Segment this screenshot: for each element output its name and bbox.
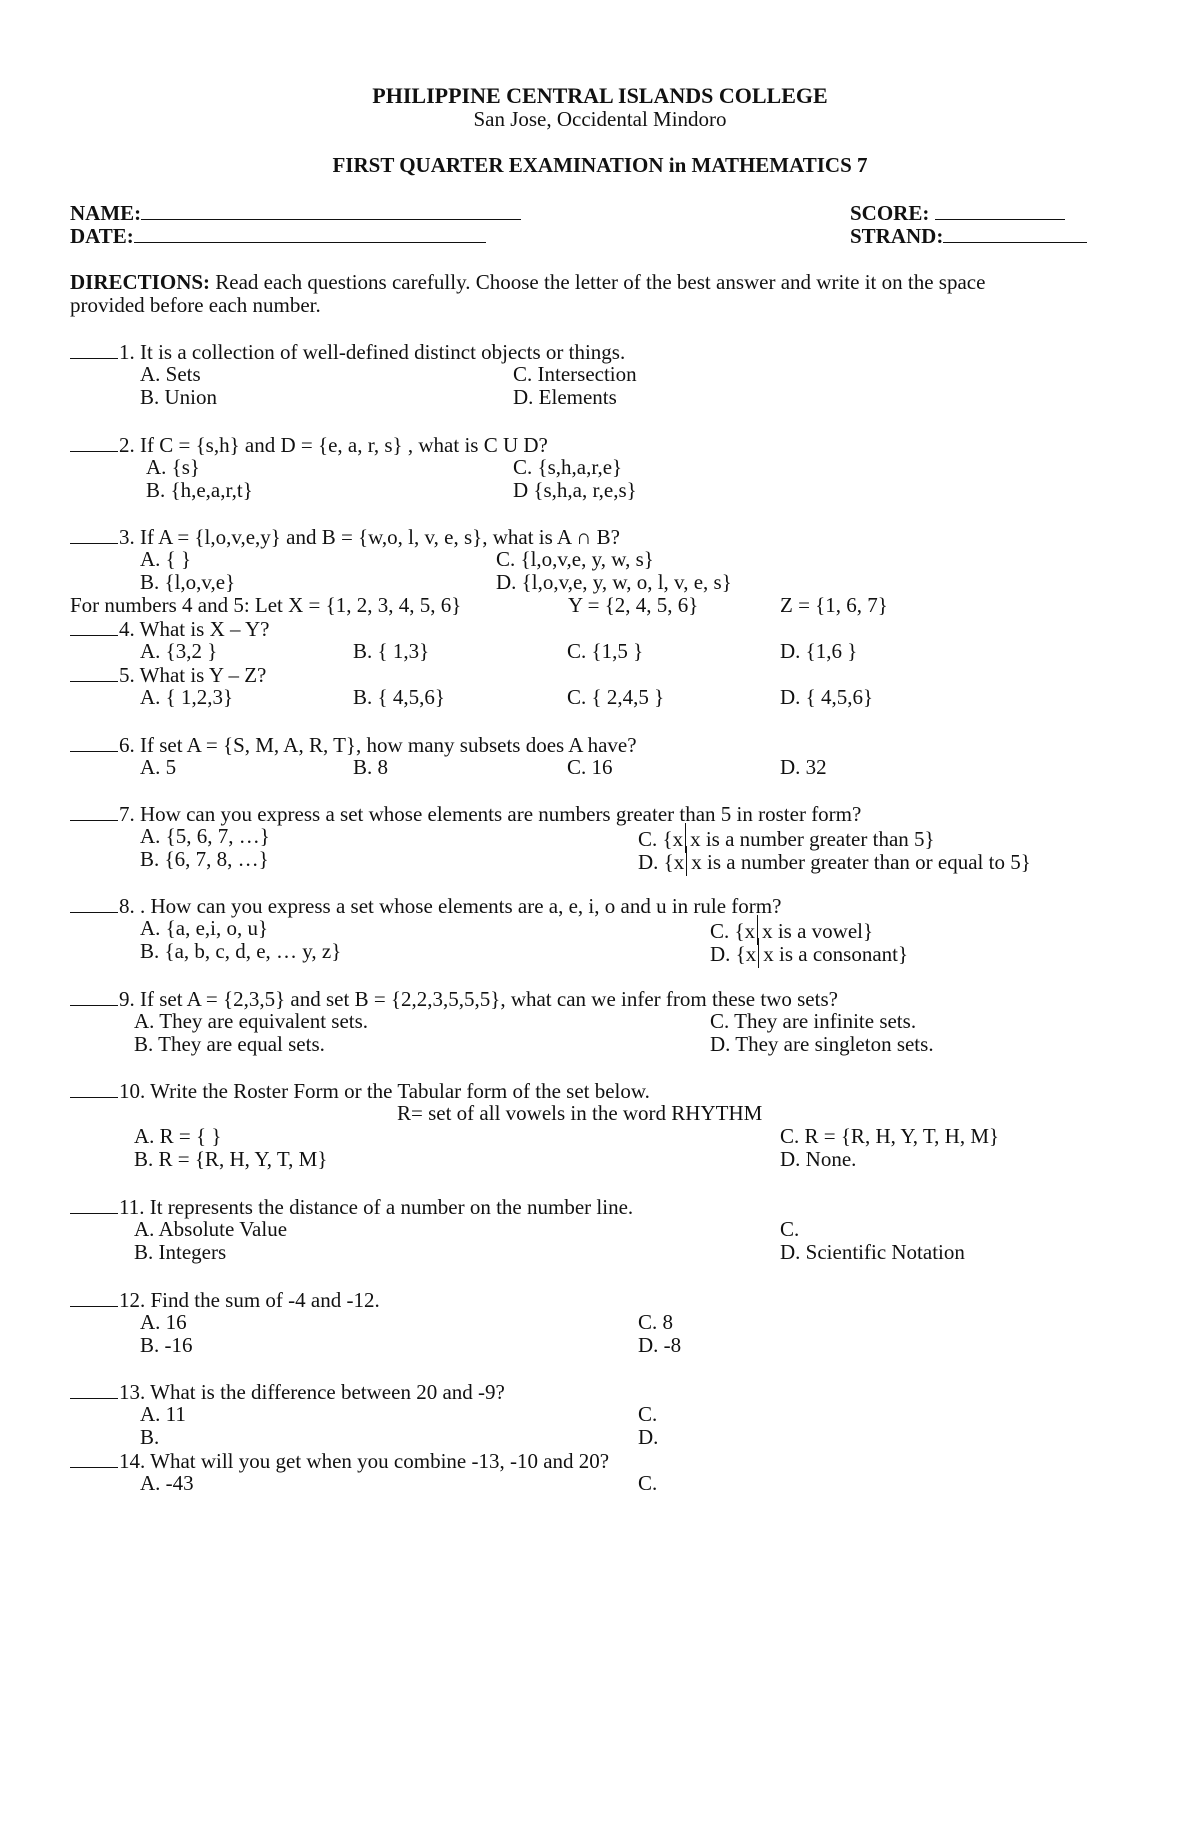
question-10-text: 10. Write the Roster Form or the Tabular form of the set below. [119,1079,650,1103]
such-that-bar [758,938,759,968]
option: A. {s} [146,455,200,479]
option: A. -43 [140,1471,194,1495]
question-2-text: 2. If C = {s,h} and D = {e, a, r, s} , what is C U D? [119,433,548,457]
option-rule: x is a number greater than 5} [690,827,935,851]
answer-blank[interactable] [70,1447,118,1468]
option: B. {h,e,a,r,t} [146,478,253,502]
question-5-text: 5. What is Y – Z? [119,663,267,687]
question-3-text: 3. If A = {l,o,v,e,y} and B = {w,o, l, v, e, s}, what is A ∩ B? [119,525,620,549]
option: C. R = {R, H, Y, T, H, M} [780,1124,1000,1148]
question-4-text: 4. What is X – Y? [119,617,270,641]
option: D. Elements [513,385,617,409]
option-prefix: D. {x [710,942,757,966]
answer-blank[interactable] [70,431,118,452]
option: C. 8 [638,1310,674,1334]
option: D. {l,o,v,e, y, w, o, l, v, e, s} [496,570,732,594]
option: A. They are equivalent sets. [134,1009,369,1033]
answer-blank[interactable] [70,523,118,544]
option: B. {l,o,v,e} [140,570,236,594]
question-12 [70,1286,380,1314]
option: A. 11 [140,1402,186,1426]
answer-blank[interactable] [70,1286,118,1307]
question-13 [70,1378,505,1406]
question-2 [70,431,548,459]
answer-blank[interactable] [70,1378,118,1399]
question-13-text: 13. What is the difference between 20 and -9? [119,1380,505,1404]
option: C. { 2,4,5 } [567,685,665,709]
option: B. They are equal sets. [134,1032,325,1056]
strand-field [850,222,1087,250]
option: D. {1,6 } [780,639,858,663]
option: B. Integers [134,1240,227,1264]
option: B. [140,1425,160,1449]
question-7-text: 7. How can you express a set whose elements are numbers greater than 5 in roster form? [119,802,862,826]
question-12-text: 12. Find the sum of -4 and -12. [119,1288,380,1312]
question-9-text: 9. If set A = {2,3,5} and set B = {2,2,3,5,5,5}, what can we infer from these two sets? [119,987,838,1011]
answer-blank[interactable] [70,1193,118,1214]
set-z: Z = {1, 6, 7} [780,593,888,617]
question-6-text: 6. If set A = {S, M, A, R, T}, how many subsets does A have? [119,733,637,757]
name-blank[interactable] [141,199,521,220]
strand-blank[interactable] [943,222,1087,243]
directions-text-2: provided before each number. [70,293,321,317]
answer-blank[interactable] [70,338,118,359]
option-prefix: C. {x [638,827,684,851]
school-name: PHILIPPINE CENTRAL ISLANDS COLLEGE [372,83,828,108]
exam-title: FIRST QUARTER EXAMINATION in MATHEMATICS 7 [332,153,868,177]
score-label: SCORE: [850,201,930,225]
option: A. Absolute Value [134,1217,288,1241]
option-prefix: D. {x [638,850,685,874]
directions-text-1: Read each questions carefully. Choose the letter of the best answer and write it on the space [215,270,986,294]
option: A. R = { } [134,1124,222,1148]
answer-blank[interactable] [70,661,118,682]
option: D. None. [780,1147,857,1171]
option: B. {a, b, c, d, e, … y, z} [140,939,342,963]
option: B. R = {R, H, Y, T, M} [134,1147,328,1171]
option: C. {1,5 } [567,639,644,663]
option: D. { 4,5,6} [780,685,874,709]
question-11-text: 11. It represents the distance of a number on the number line. [119,1195,634,1219]
option: A. 5 [140,755,177,779]
directions-label: DIRECTIONS: [70,270,211,294]
question-1-text: 1. It is a collection of well-defined distinct objects or things. [119,340,626,364]
option: B. { 1,3} [353,639,430,663]
option: D {s,h,a, r,e,s} [513,478,637,502]
option: A. {3,2 } [140,639,218,663]
option: C. {s,h,a,r,e} [513,455,623,479]
option [710,938,908,968]
option: C. Intersection [513,362,637,386]
date-field [70,222,486,250]
option-rule: x is a number greater than or equal to 5} [691,850,1031,874]
answer-blank[interactable] [70,985,118,1006]
date-label: DATE: [70,224,134,248]
sets-intro: For numbers 4 and 5: Let X = {1, 2, 3, 4, 5, 6} [70,593,462,617]
option: B. 8 [353,755,389,779]
option: C. 16 [567,755,613,779]
option-prefix: C. {x [710,919,756,943]
answer-blank[interactable] [70,800,118,821]
option: A. Sets [140,362,201,386]
school-address: San Jose, Occidental Mindoro [473,107,727,131]
option: B. -16 [140,1333,193,1357]
option: B. Union [140,385,218,409]
option: C. [638,1402,658,1426]
answer-blank[interactable] [70,1077,118,1098]
option: C. [638,1471,658,1495]
option: D. [638,1425,659,1449]
option: D. 32 [780,755,827,779]
date-blank[interactable] [134,222,486,243]
option: B. { 4,5,6} [353,685,445,709]
option: A. {a, e,i, o, u} [140,916,269,940]
set-y: Y = {2, 4, 5, 6} [568,593,699,617]
option: C. {l,o,v,e, y, w, s} [496,547,654,571]
question-14-text: 14. What will you get when you combine -13, -10 and 20? [119,1449,610,1473]
answer-blank[interactable] [70,731,118,752]
name-label: NAME: [70,201,142,225]
option: A. { } [140,547,192,571]
option: D. Scientific Notation [780,1240,965,1264]
option [638,846,1031,876]
such-that-bar [686,846,687,876]
option: D. -8 [638,1333,682,1357]
option: B. {6, 7, 8, …} [140,847,269,871]
option-rule: x is a vowel} [762,919,874,943]
strand-label: STRAND: [850,224,944,248]
option: D. They are singleton sets. [710,1032,934,1056]
option: C. They are infinite sets. [710,1009,917,1033]
answer-blank[interactable] [70,892,118,913]
option: A. 16 [140,1310,187,1334]
option: A. {5, 6, 7, …} [140,824,270,848]
answer-blank[interactable] [70,615,118,636]
question-10-set: R= set of all vowels in the word RHYTHM [397,1101,763,1125]
option-rule: x is a consonant} [763,942,909,966]
score-blank[interactable] [935,199,1065,220]
option: A. { 1,2,3} [140,685,234,709]
option: C. [780,1217,800,1241]
question-8-text: 8. . How can you express a set whose elements are a, e, i, o and u in rule form? [119,894,782,918]
